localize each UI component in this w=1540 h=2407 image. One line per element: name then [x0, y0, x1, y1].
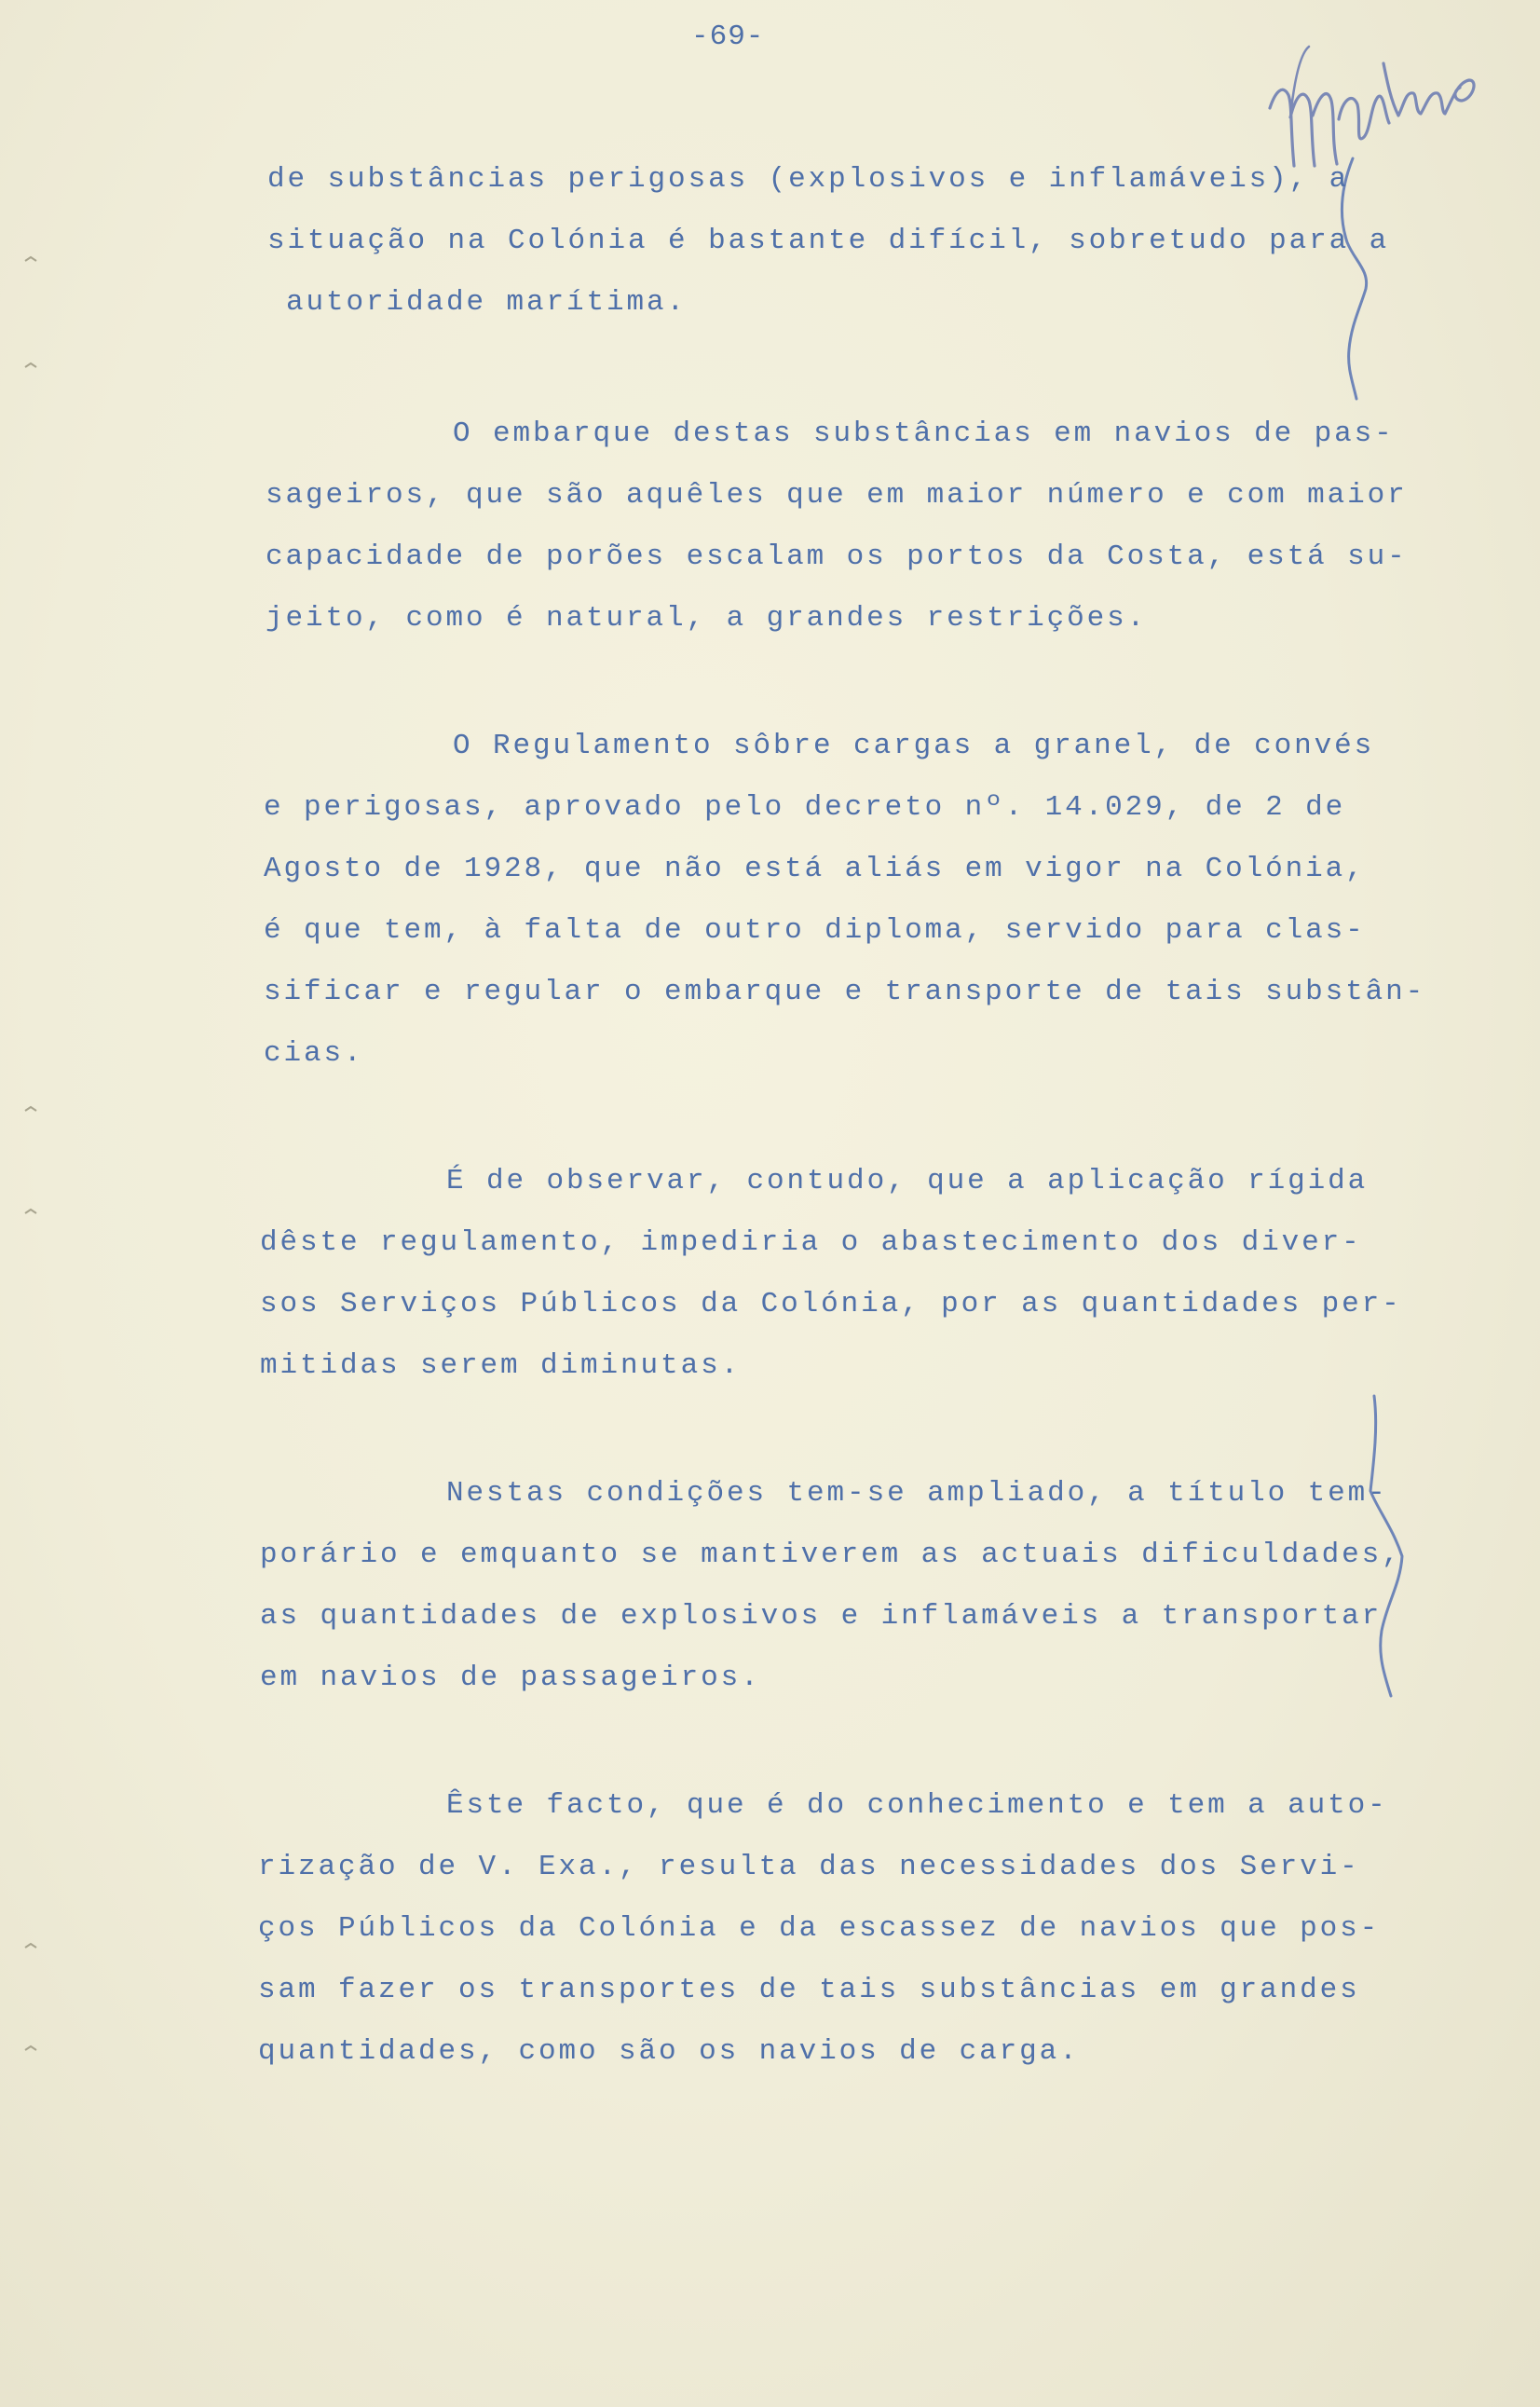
text-line: O embarque destas substâncias em navios de pas- — [453, 417, 1395, 450]
text-line: sam fazer os transportes de tais substâncias em grandes — [258, 1974, 1360, 2006]
text-line: dêste regulamento, impediria o abastecimento dos diver- — [260, 1226, 1362, 1259]
text-line: autoridade marítima. — [286, 286, 688, 319]
binding-mark — [24, 255, 37, 265]
text-line: ços Públicos da Colónia e da escassez de navios que pos- — [258, 1912, 1381, 1945]
text-line: O Regulamento sôbre cargas a granel, de convés — [453, 730, 1375, 762]
text-line: e perigosas, aprovado pelo decreto nº. 14.029, de 2 de — [264, 791, 1346, 824]
text-line: em navios de passageiros. — [260, 1662, 761, 1694]
text-line: capacidade de porões escalam os portos da Costa, está su- — [266, 540, 1408, 573]
text-line: sificar e regular o embarque e transporte de tais substân- — [264, 976, 1426, 1008]
text-line: Nestas condições tem-se ampliado, a título tem- — [446, 1477, 1388, 1510]
text-line: Êste facto, que é do conhecimento e tem a auto- — [446, 1789, 1388, 1822]
text-line: mitidas serem diminutas. — [260, 1349, 742, 1382]
text-line: porário e emquanto se mantiverem as actuais dificuldades, — [260, 1539, 1402, 1571]
page-number: -69- — [691, 21, 765, 53]
text-line: Agosto de 1928, que não está aliás em vigor na Colónia, — [264, 853, 1366, 885]
text-line: cias. — [264, 1037, 364, 1070]
binding-mark — [24, 1942, 37, 1951]
binding-mark — [24, 1208, 37, 1217]
text-line: jeito, como é natural, a grandes restrições. — [266, 602, 1148, 635]
binding-mark — [24, 1105, 37, 1115]
text-line: quantidades, como são os navios de carga. — [258, 2035, 1080, 2068]
text-line: rização de V. Exa., resulta das necessidades dos Servi- — [258, 1851, 1360, 1883]
text-line: de substâncias perigosas (explosivos e inflamáveis), a — [267, 163, 1350, 196]
text-line: é que tem, à falta de outro diploma, servido para clas- — [264, 914, 1366, 947]
text-line: sos Serviços Públicos da Colónia, por as quantidades per- — [260, 1288, 1402, 1320]
binding-mark — [24, 2045, 37, 2054]
handwritten-signature — [1262, 26, 1495, 175]
text-line: situação na Colónia é bastante difícil, sobretudo para a — [267, 225, 1390, 257]
binding-mark — [24, 362, 37, 371]
text-line: as quantidades de explosivos e inflamáveis a transportar — [260, 1600, 1383, 1633]
text-line: sageiros, que são aquêles que em maior número e com maior — [266, 479, 1408, 512]
text-line: É de observar, contudo, que a aplicação rígida — [446, 1165, 1369, 1197]
